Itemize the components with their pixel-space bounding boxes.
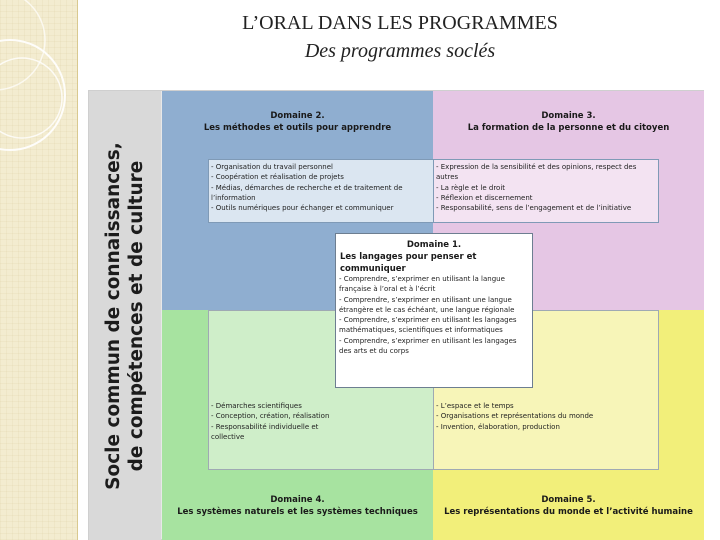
list-item: - L’espace et le temps (436, 402, 514, 410)
list-item: - Conception, création, réalisation (211, 412, 330, 421)
domaine-2-number: Domaine 2. (270, 111, 325, 121)
domaine-3-list (436, 162, 656, 213)
domaine-5-number: Domaine 5. (541, 495, 596, 505)
list-item: - Coopération et réalisation de projets (211, 173, 344, 182)
socle-diagram (88, 90, 704, 540)
domaine-4-number: Domaine 4. (270, 495, 325, 505)
domaine-5-title (433, 494, 704, 518)
domaine-4-title (162, 494, 433, 518)
decorative-side-strip (0, 0, 78, 540)
domaine-2-title (162, 110, 433, 134)
list-item: - Outils numériques pour échanger et communiquer (211, 204, 394, 213)
domaine-3-panel (433, 159, 659, 223)
domaine-4-name: Les systèmes naturels et les systèmes techniques (177, 507, 418, 517)
socle-label-line2: de compétences et de culture (126, 160, 147, 472)
list-item: - Invention, élaboration, production (436, 422, 560, 431)
domaine-5-list (436, 401, 656, 432)
domaine-2-list (211, 162, 415, 213)
list-item: - Démarches scientifiques (211, 402, 302, 410)
domaine-1-number: Domaine 1. (406, 240, 462, 250)
domaine-3-title (433, 110, 704, 134)
list-item: - Comprendre, s’exprimer en utilisant une langue étrangère et le cas échéant, une langue régionale (339, 295, 515, 314)
list-item: - Expression de la sensibilité et des opinions, respect des autres (436, 163, 637, 182)
list-item: - Réflexion et discernement (436, 193, 533, 202)
domaine-3-name: La formation de la personne et du citoyen (467, 123, 670, 133)
domaine-5-name: Les représentations du monde et l’activité humaine (444, 507, 693, 517)
list-item: - Comprendre, s’exprimer en utilisant les langages mathématiques, scientifiques et informatiques (339, 316, 517, 335)
list-item: - Responsabilité, sens de l’engagement et de l’initiative (436, 204, 632, 213)
side-band (89, 91, 161, 540)
list-item: - Organisation du travail personnel (211, 163, 333, 171)
domaine-4-list (211, 401, 335, 442)
domaine-1-box (335, 233, 533, 388)
list-item: - Médias, démarches de recherche et de traitement de l’information (211, 183, 403, 202)
domaine-3-number: Domaine 3. (541, 111, 596, 121)
page-title: L’ORAL DANS LES PROGRAMMES (242, 12, 558, 34)
list-item: - Responsabilité individuelle et collective (211, 422, 319, 441)
list-item: - Comprendre, s’exprimer en utilisant la langue française à l’oral et à l’écrit (339, 275, 505, 294)
list-item: - Organisations et représentations du monde (436, 412, 594, 421)
socle-label (102, 96, 148, 536)
list-item: - Comprendre, s’exprimer en utilisant les langages des arts et du corps (339, 336, 517, 356)
domaine-1-list (339, 274, 529, 356)
page-subtitle: Des programmes soclés (304, 40, 496, 62)
decorative-circles (0, 0, 78, 540)
domaine-2-panel (208, 159, 434, 223)
socle-label-line1: Socle commun de connaissances, (103, 142, 124, 490)
list-item: - La règle et le droit (436, 183, 506, 192)
domaine-1-name: Les langages pour penser et communiquer (340, 252, 477, 274)
domaine-2-name: Les méthodes et outils pour apprendre (203, 123, 392, 133)
